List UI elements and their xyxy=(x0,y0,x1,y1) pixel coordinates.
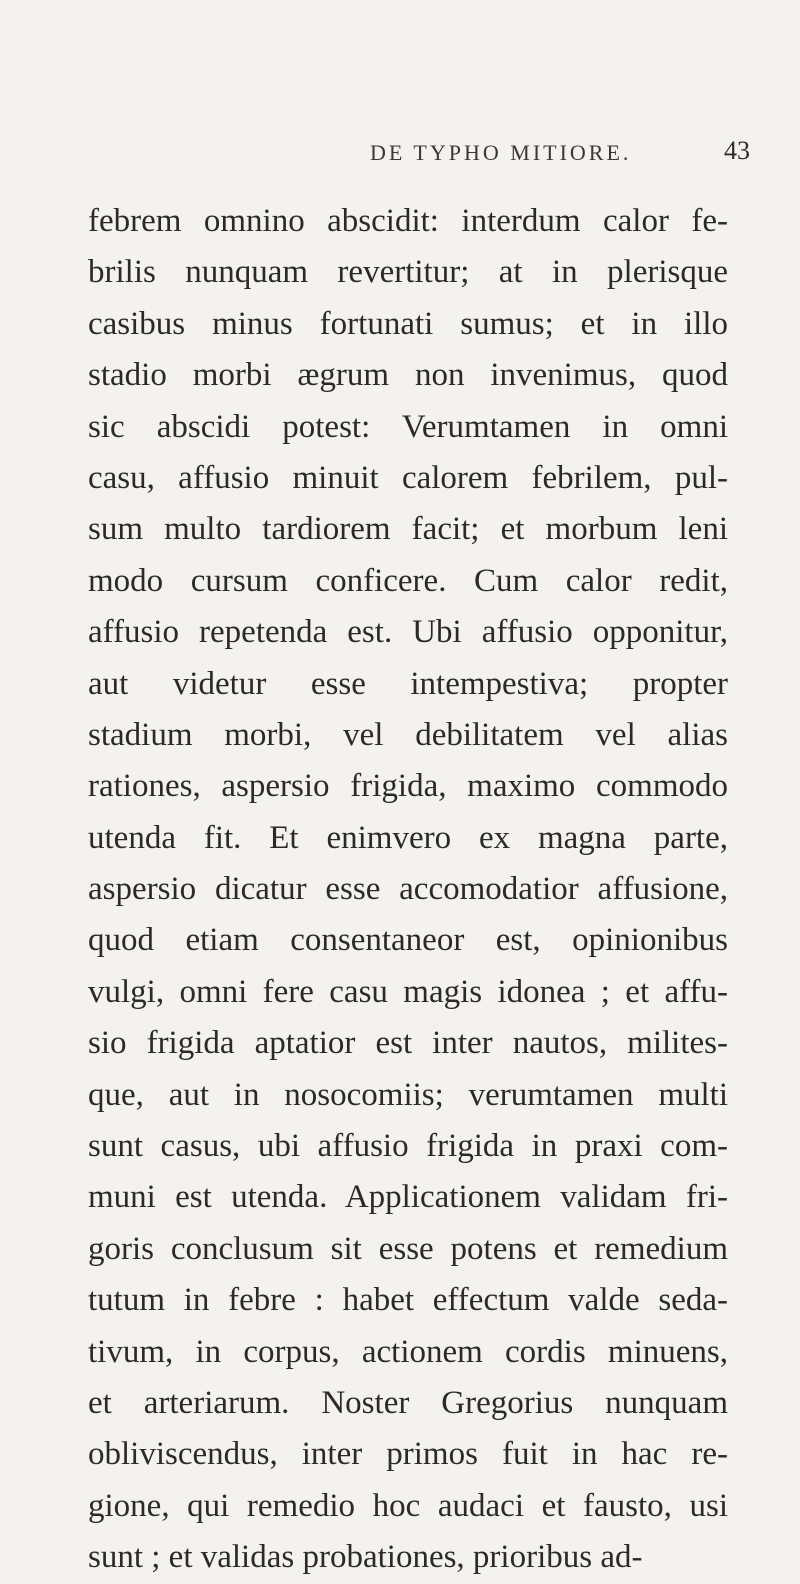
text-line: sum multo tardiorem facit; et morbum leni xyxy=(88,511,728,548)
body-text xyxy=(88,196,728,1584)
text-line: quod etiam consentaneor est, opinionibus xyxy=(88,922,728,959)
text-line: affusio repetenda est. Ubi affusio opponitur, xyxy=(88,614,728,651)
text-line: utenda fit. Et enimvero ex magna parte, xyxy=(88,819,728,856)
text-line: stadium morbi, vel debilitatem vel alias xyxy=(88,716,728,753)
text-line: muni est utenda. Applicationem validam fri- xyxy=(88,1179,728,1216)
text-line: obliviscendus, inter primos fuit in hac re- xyxy=(88,1436,728,1473)
page-number: 43 xyxy=(724,136,750,165)
text-line: casibus minus fortunati sumus; et in illo xyxy=(88,305,728,342)
running-head: DE TYPHO MITIORE. xyxy=(370,140,632,165)
text-line: goris conclusum sit esse potens et remedium xyxy=(88,1230,728,1267)
text-line: casu, affusio minuit calorem febrilem, pul- xyxy=(88,459,728,496)
text-line: vulgi, omni fere casu magis idonea ; et affu- xyxy=(88,973,728,1010)
text-line: que, aut in nosocomiis; verumtamen multi xyxy=(88,1076,728,1113)
text-line: sunt casus, ubi affusio frigida in praxi com- xyxy=(88,1128,728,1165)
text-line: aspersio dicatur esse accomodatior affusione, xyxy=(88,871,728,908)
text-line: modo cursum conficere. Cum calor redit, xyxy=(88,562,728,599)
text-line: sio frigida aptatior est inter nautos, milites- xyxy=(88,1025,728,1062)
text-line: rationes, aspersio frigida, maximo commodo xyxy=(88,768,728,805)
text-line: febrem omnino abscidit: interdum calor fe- xyxy=(88,203,728,239)
text-line: brilis nunquam revertitur; at in plerisque xyxy=(88,254,728,291)
text-line: stadio morbi ægrum non invenimus, quod xyxy=(88,357,728,394)
text-line: sic abscidi potest: Verumtamen in omni xyxy=(88,408,728,445)
text-line: gione, qui remedio hoc audaci et fausto, usi xyxy=(88,1487,728,1524)
text-line: tivum, in corpus, actionem cordis minuens, xyxy=(88,1333,728,1370)
text-line: aut videtur esse intempestiva; propter xyxy=(88,665,728,702)
text-line: et arteriarum. Noster Gregorius nunquam xyxy=(88,1384,728,1421)
text-line: sunt ; et validas probationes, prioribus ad- xyxy=(88,1539,643,1576)
text-line: tutum in febre : habet effectum valde seda- xyxy=(88,1282,728,1319)
